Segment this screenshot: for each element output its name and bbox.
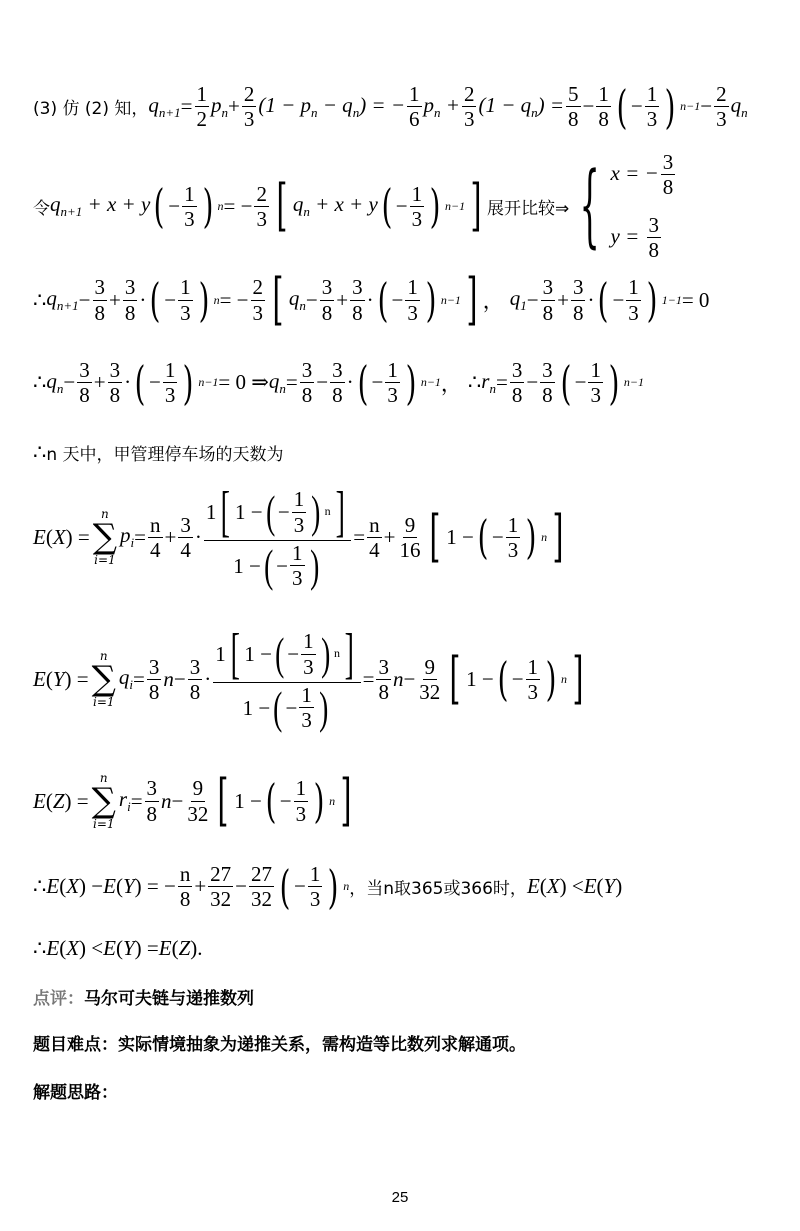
comment-text: 马尔可夫链与递推数列	[84, 989, 254, 1009]
ling-label: 令	[33, 198, 50, 219]
equation-ey: E ( Y ) = n ∑ i=1 $q_i$ = $\frac{3}{8}$ n − $\frac{3}{8}$ · 1 [ 1 − ( − $\frac{1}{3}$ ) n ] 1 − ( − $\frac{1}{3}$ ) = $\frac{3}{8}$ n − $\frac{9}{32}$ [ 1 − ( − $\frac{1}{3}$ ) n ]	[33, 623, 584, 733]
equation-line-1: (3) 仿 (2) 知， $q_{n+1}$ = $\frac{1}{2}$ $p_n$ + $\frac{2}{3}$ $(1 - p_n - q_n)$ = − $\frac{1}{6}$ $p_n$ + $\frac{2}{3}$ $(1 - q_n)$ = $\frac{5}{8}$ − $\frac{1}{8}$ ( − $\frac{1}{3}$ ) n−1 − $\frac{2}{3}$ $q_n$	[33, 79, 748, 134]
equation-line-3: ∴ $q_{n+1}$ − $\frac{3}{8}$ + $\frac{3}{8}$ · ( − $\frac{1}{3}$ ) n = − $\frac{2}{3}$ [ $q_n$ − $\frac{3}{8}$ + $\frac{3}{8}$ · ( − $\frac{1}{3}$ ) n−1 ] ， $q_1$ − $\frac{3}{8}$ + $\frac{3}{8}$ · ( − $\frac{1}{3}$ ) 1−1 = 0	[33, 267, 710, 332]
comment-line	[33, 984, 780, 1009]
compare-label: 展开比较⇒	[487, 198, 570, 219]
difficulty-line	[33, 1030, 780, 1055]
part3-label: (3) 仿 (2) 知，	[33, 99, 149, 120]
equation-ex: E ( X ) = n ∑ i=1 $p_i$ = $\frac{n}{4}$ + $\frac{3}{4}$ · 1 [ 1 − ( − $\frac{1}{3}$ ) n ] 1 − ( − $\frac{1}{3}$ ) = $\frac{n}{4}$ + $\frac{9}{16}$ [ 1 − ( − $\frac{1}{3}$ ) n ]	[33, 481, 564, 591]
equation-ez: E ( Z ) = n ∑ i=1 $r_i$ = $\frac{3}{8}$ n − $\frac{9}{32}$ [ 1 − ( − $\frac{1}{3}$ ) n ]	[33, 768, 352, 833]
comment-label: 点评：	[33, 989, 84, 1009]
equation-line-2: 令 $q_{n+1} + x + y$ ( − $\frac{1}{3}$ ) n = − $\frac{2}{3}$ [ $q_n + x + y$ ( − $\frac{1}{3}$ ) n−1 ] 展开比较⇒ { x = − $\frac{3}{8}$ y = $\frac{3}{8}$	[33, 150, 674, 263]
page-number: 25	[391, 1189, 409, 1206]
approach-line	[33, 1078, 780, 1103]
difficulty-text: 实际情境抽象为递推关系，需构造等比数列求解通项。	[118, 1035, 526, 1055]
equation-ex-minus-ey: ∴ E ( X ) − E ( Y ) = − $\frac{n}{8}$ + $\frac{27}{32}$ − $\frac{27}{32}$ ( − $\frac{1}{3}$ ) n ，当n取365或366时， E ( X ) < E ( Y )	[33, 859, 623, 914]
text-line-days: ∴ n 天中，甲管理停车场的天数为	[33, 440, 284, 465]
equation-line-4: ∴ $q_n$ − $\frac{3}{8}$ + $\frac{3}{8}$ · ( − $\frac{1}{3}$ ) n−1 = 0 ⇒ $q_n$ = $\frac{3}{8}$ − $\frac{3}{8}$ · ( − $\frac{1}{3}$ ) n−1 ， ∴ $r_n$ = $\frac{3}{8}$ − $\frac{3}{8}$ ( − $\frac{1}{3}$ ) n−1	[33, 355, 645, 410]
approach-label: 解题思路：	[33, 1083, 118, 1103]
difficulty-label: 题目难点：	[33, 1035, 118, 1055]
equation-conclusion: ∴ E ( X ) < E ( Y ) = E ( Z ).	[33, 936, 203, 960]
